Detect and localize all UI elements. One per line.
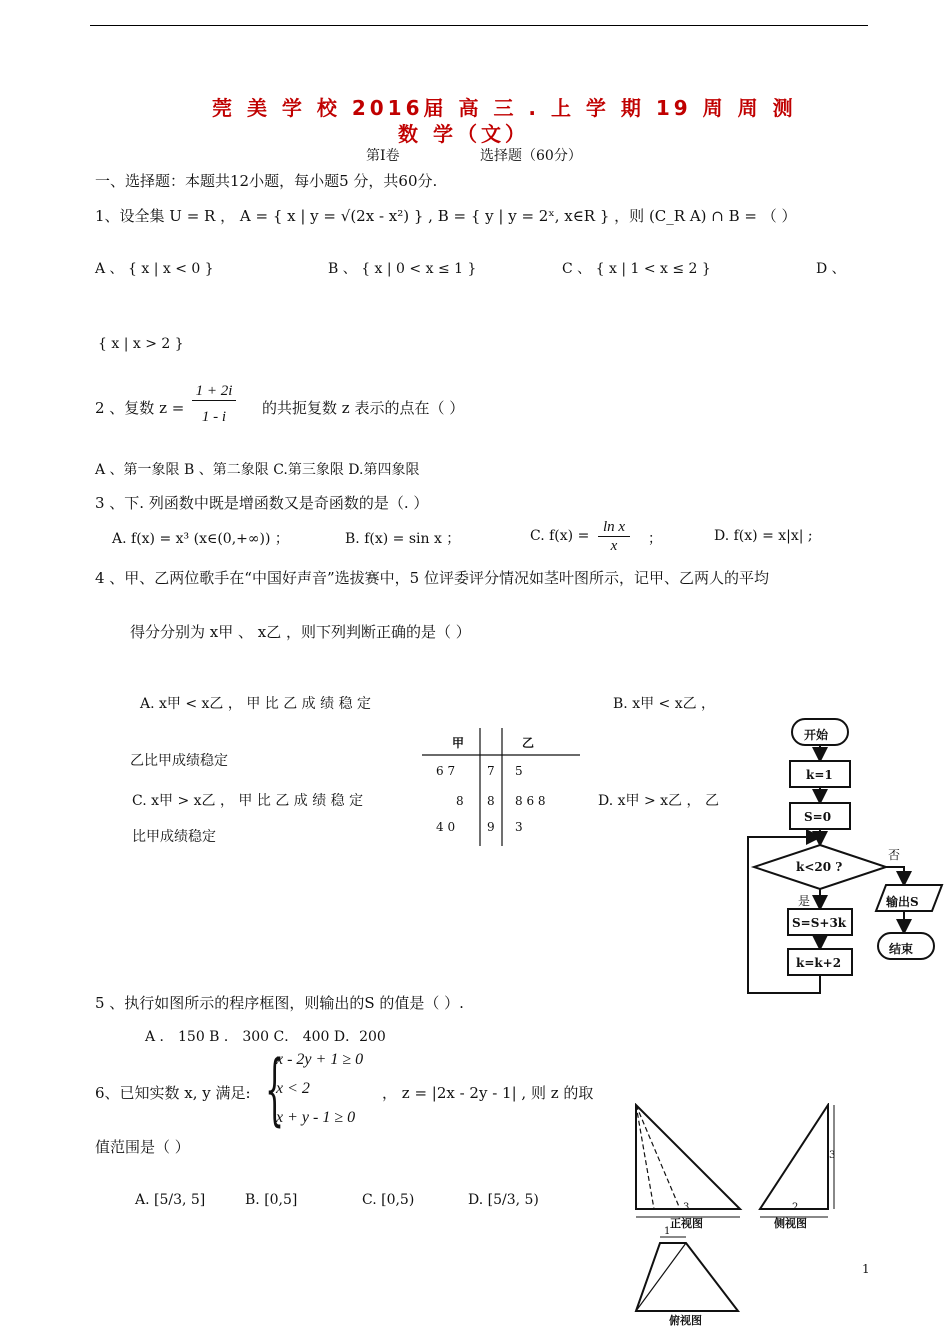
top-view-dimension: 1 (664, 1226, 671, 1237)
q3-option-b: B. f(x) = sin x ； (345, 531, 461, 547)
stem-leaf-header-left: 甲 (452, 736, 465, 750)
section-label: 第Ⅰ卷 (366, 148, 400, 164)
q6-option-a: A. [5/3, 5] (135, 1192, 206, 1208)
q6-line2: 值范围是（ ） (95, 1138, 190, 1156)
flowchart-output-label: 输出S (886, 895, 919, 909)
flowchart (744, 715, 944, 997)
top-rule (90, 25, 868, 26)
flowchart-init-s-label: S=0 (804, 810, 832, 824)
q6-text-post: ， z = |2x - 2y - 1| , 则 z 的取 (382, 1084, 594, 1102)
q3-option-c-pre: C. f(x) = (530, 528, 590, 544)
stem-leaf-row1-stem: 7 (487, 764, 495, 778)
q3-option-a: A. f(x) = x³ (x∈(0,+∞)) ； (112, 531, 289, 547)
side-view-label: 侧视图 (774, 1217, 807, 1230)
q6-system-line1: x - 2y + 1 ≥ 0 (276, 1051, 364, 1068)
side-view-width-dimension: 2 (792, 1202, 799, 1213)
q2-text-post: 的共扼复数 z 表示的点在（ ） (262, 399, 465, 417)
q5-options: A ． 150 B ． 300 C． 400 D．200 (145, 1029, 386, 1045)
exam-title: 莞 美 学 校 2016届 高 三 . 上 学 期 19 周 周 测 (212, 96, 797, 120)
side-view-height-dimension: 3 (829, 1150, 836, 1161)
q3-option-c-post: ； (648, 531, 662, 547)
flowchart-init-k-label: k=1 (806, 768, 833, 782)
front-view-label: 正视图 (670, 1217, 703, 1230)
page-number: 1 (862, 1262, 870, 1276)
q4-option-b: B. x甲 < x乙 ， (613, 696, 716, 712)
flowchart-yes-label: 是 (798, 894, 811, 908)
q1-option-c: C 、 { x | 1 < x ≤ 2 } (562, 261, 711, 277)
q4-option-a: A. x甲 < x乙 ， 甲 比 乙 成 绩 稳 定 (140, 696, 372, 712)
q6-option-d: D. [5/3, 5) (468, 1192, 539, 1208)
q2-fraction-denominator: 1 - i (201, 409, 227, 425)
q4-line2: 得分分别为 x甲 、 x乙 ，则下列判断正确的是（ ） (130, 623, 471, 641)
stem-leaf-row3-left: 4 0 (436, 820, 456, 834)
q4-option-d: D. x甲 > x乙 ， 乙 (598, 793, 719, 809)
top-view-trapezoid (636, 1243, 738, 1311)
stem-leaf-header-right: 乙 (522, 736, 535, 750)
q1-option-d-label: D 、 (816, 261, 846, 277)
q4-option-d-continued: 比甲成绩稳定 (132, 829, 216, 845)
q1-option-b: B 、 { x | 0 < x ≤ 1 } (328, 261, 477, 277)
flowchart-update-s-label: S=S+3k (792, 916, 847, 930)
q1-option-a: A 、 { x | x < 0 } (95, 261, 214, 277)
q2-fraction-numerator: 1 + 2i (192, 383, 236, 401)
q6-system-line2: x < 2 (276, 1080, 310, 1097)
flowchart-end-label: 结束 (889, 942, 914, 956)
front-view-dimension: 3 (683, 1202, 690, 1213)
q2-text-pre: 2 、复数 z = (95, 399, 185, 417)
q3-text: 3 、下. 列函数中既是增函数又是奇函数的是（. ） (95, 494, 429, 512)
flowchart-start-label: 开始 (804, 728, 829, 742)
side-view-triangle (760, 1105, 828, 1209)
q6-option-b: B. [0,5] (245, 1192, 298, 1208)
q4-option-c: C. x甲 > x乙 ， 甲 比 乙 成 绩 稳 定 (132, 793, 364, 809)
stem-leaf-row2-right: 8 6 8 (515, 794, 546, 808)
section-title: 选择题（60分） (480, 148, 582, 164)
q1-option-d: { x | x > 2 } (98, 336, 184, 352)
q6-system-brace: { (265, 1046, 285, 1137)
stem-leaf-row1-right: 5 (515, 764, 523, 778)
q2-options: A 、第一象限 B 、第二象限 C.第三象限 D.第四象限 (95, 462, 420, 478)
flowchart-condition-label: k<20 ? (796, 860, 843, 874)
q6-text-pre: 6、已知实数 x, y 满足: (95, 1084, 251, 1102)
q3-option-c-numerator: ln x (598, 519, 630, 537)
three-view-drawing (632, 1103, 844, 1319)
q6-option-c: C. [0,5) (362, 1192, 415, 1208)
top-view-label: 俯视图 (669, 1314, 702, 1327)
flowchart-update-k-label: k=k+2 (796, 956, 842, 970)
stem-leaf-row3-stem: 9 (487, 820, 495, 834)
stem-leaf-row2-stem: 8 (487, 794, 495, 808)
q4-option-b-continued: 乙比甲成绩稳定 (130, 753, 228, 769)
stem-leaf-row2-left: 8 (456, 794, 464, 808)
q6-system-line3: x + y - 1 ≥ 0 (276, 1109, 356, 1126)
flowchart-no-label: 否 (888, 848, 901, 862)
q3-option-c-denominator: x (610, 538, 618, 554)
q1-text: 1、设全集 U = R ， A = { x | y = √(2x - x²) } , B = { y | y = 2ˣ, x∈R } ，则 (C_R A) ∩ B = （ ） (95, 207, 797, 225)
stem-leaf-row3-right: 3 (515, 820, 523, 834)
q4-line1: 4 、甲、乙两位歌手在“中国好声音”选拔赛中，5 位评委评分情况如茎叶图所示，记甲、乙两人的平均 (95, 569, 769, 587)
q3-option-d: D. f(x) = x|x| ; (714, 528, 813, 544)
instructions: 一、选择题：本题共12小题，每小题5 分，共60分. (95, 172, 438, 190)
stem-leaf-row1-left: 6 7 (436, 764, 456, 778)
q5-text: 5 、执行如图所示的程序框图，则输出的S 的值是（ ）. (95, 994, 464, 1012)
exam-subject: 数 学（文） (398, 122, 529, 146)
